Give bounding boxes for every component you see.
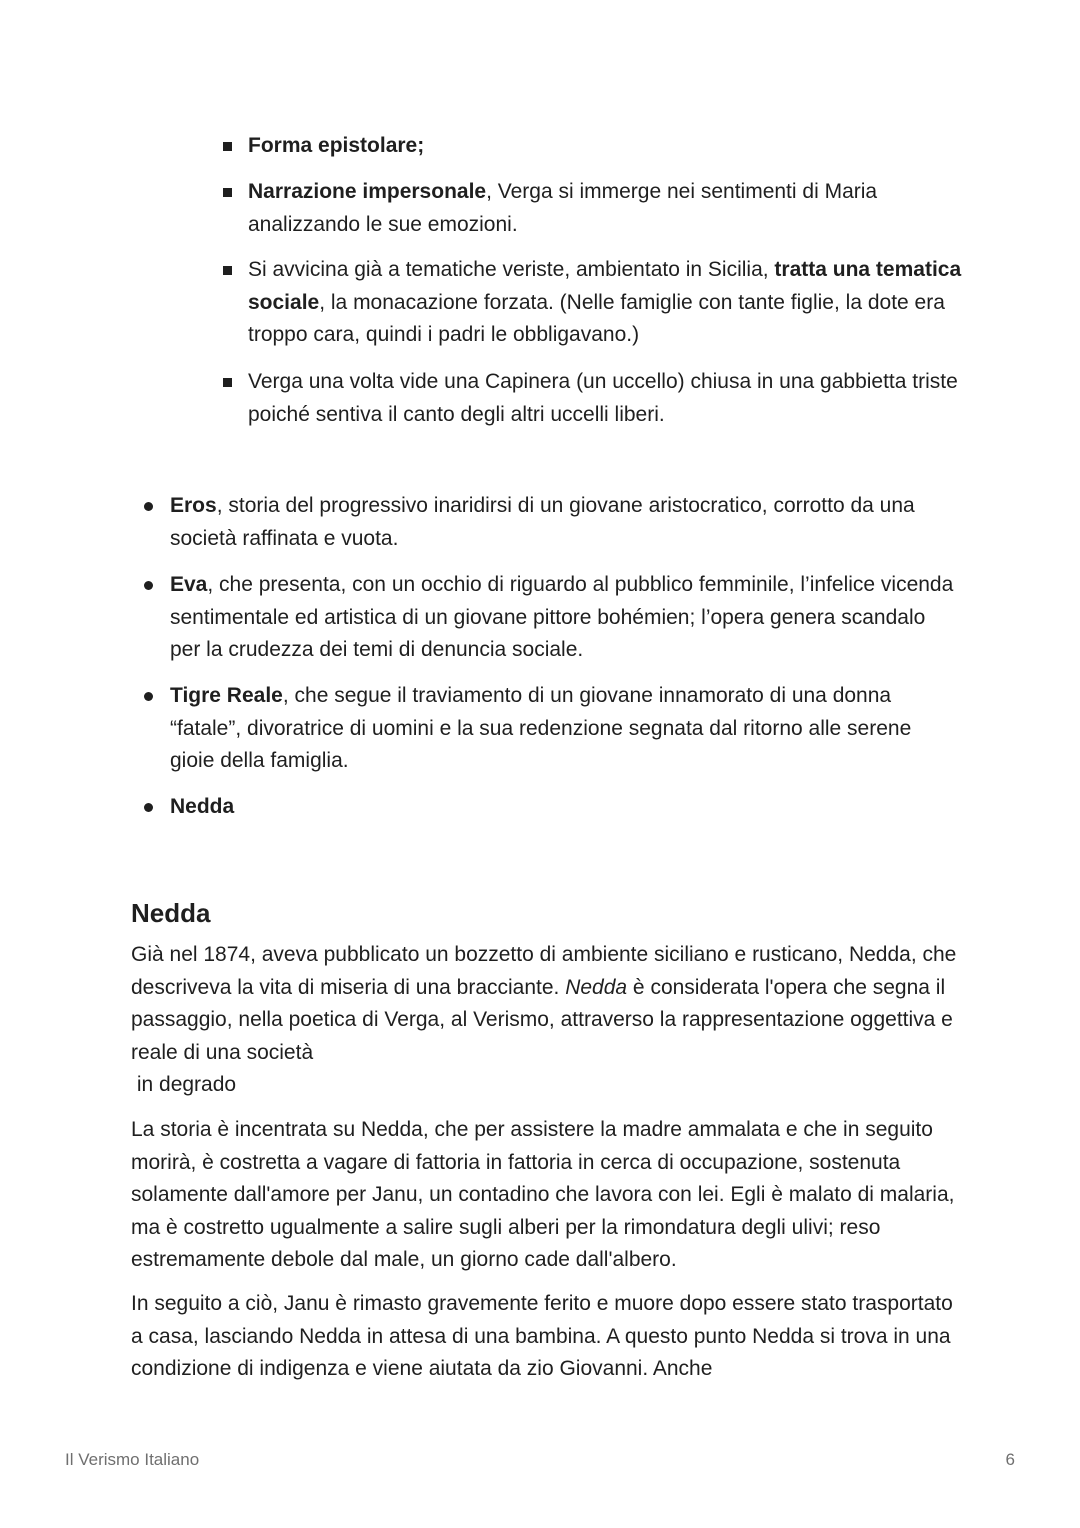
- square-bullet-icon: [223, 188, 232, 197]
- paragraph: La storia è incentrata su Nedda, che per assistere la madre ammalata e che in seguito morirà, è costretta a vagare di fattoria in fattoria in cerca di occupazione, sostenuta solamente dall'amore per Janu, un contadino che lavora con lei. Egli è malato di malaria, ma è costretto ugualmente a salire sugli alberi per la rimondatura degli ulivi; reso estremamente debole dal male, un giorno cade dall'albero.: [131, 1118, 955, 1271]
- sub-list-item: Narrazione impersonale, Verga si immerge nei sentimenti di Maria analizzando le sue emozioni.: [248, 176, 968, 241]
- sub-list-item: Forma epistolare;: [248, 130, 968, 163]
- square-bullet-icon: [223, 378, 232, 387]
- round-bullet-icon: [144, 692, 153, 701]
- sub-list-item: Si avvicina già a tematiche veriste, ambientato in Sicilia, tratta una tematica sociale, la monacazione forzata. (Nelle famiglie con tante figlie, la dote era troppo cara, quindi i padri le obbligavano.): [248, 254, 968, 352]
- works-list-item: Eros, storia del progressivo inaridirsi di un giovane aristocratico, corrotto da una società raffinata e vuota.: [170, 490, 960, 555]
- paragraph: In seguito a ciò, Janu è rimasto gravemente ferito e muore dopo essere stato trasportato a casa, lasciando Nedda in attesa di una bambina. A questo punto Nedda si trova in una condizione di indigenza e viene aiutata da zio Giovanni. Anche: [131, 1292, 953, 1380]
- section-heading: Nedda: [131, 898, 211, 928]
- page-number: 6: [1005, 1450, 1015, 1469]
- square-bullet-icon: [223, 142, 232, 151]
- works-list-item: Nedda: [170, 791, 960, 824]
- works-list-item: Tigre Reale, che segue il traviamento di un giovane innamorato di una donna “fatale”, divoratrice di uomini e la sua redenzione segnata dal ritorno alle serene gioie della famiglia.: [170, 680, 960, 778]
- sub-list-item: Verga una volta vide una Capinera (un uccello) chiusa in una gabbietta triste poiché sentiva il canto degli altri uccelli liberi.: [248, 366, 968, 431]
- footer-title: Il Verismo Italiano: [65, 1450, 200, 1469]
- paragraph: Già nel 1874, aveva pubblicato un bozzetto di ambiente siciliano e rusticano, Nedda, che descriveva la vita di miseria di una bracciante. Nedda è considerata l'opera che segna il passaggio, nella poetica di Verga, al Verismo, attraverso la rappresentazione oggettiva e reale di una società in degrado: [131, 943, 957, 1096]
- square-bullet-icon: [223, 266, 232, 275]
- works-list-item: Eva, che presenta, con un occhio di riguardo al pubblico femminile, l’infelice vicenda sentimentale ed artistica di un giovane pittore bohémien; l’opera genera scandalo per la crudezza dei temi di denuncia sociale.: [170, 569, 960, 667]
- round-bullet-icon: [144, 803, 153, 812]
- round-bullet-icon: [144, 502, 153, 511]
- round-bullet-icon: [144, 581, 153, 590]
